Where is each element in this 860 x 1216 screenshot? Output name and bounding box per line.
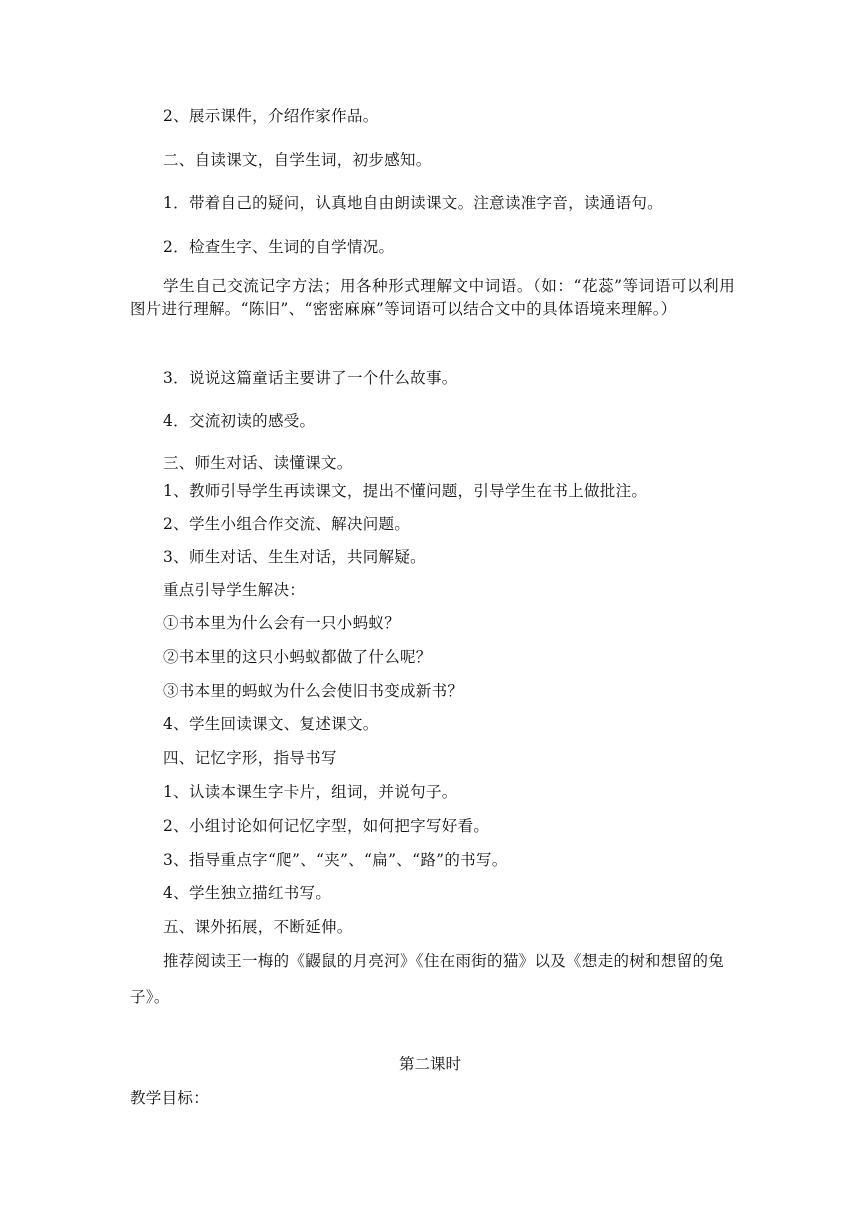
line-group-work: 2、学生小组合作交流、解决问题。 [163, 515, 411, 533]
paragraph-word-methods: 学生自己交流记字方法；用各种形式理解文中词语。（如：“花蕊”等词语可以利用图片进行理解。“陈旧”、“密密麻麻”等词语可以结合文中的具体语境来理解。） [130, 277, 735, 318]
line-word-cards: 1、认读本课生字卡片，组词，并说句子。 [163, 783, 458, 801]
line-memorize: 2、小组讨论如何记忆字型，如何把字写好看。 [163, 817, 490, 835]
line-check-words: 2．检查生字、生词的自学情况。 [163, 238, 395, 256]
question-2: ②书本里的这只小蚂蚁都做了什么呢？ [163, 648, 432, 666]
section-heading-2: 二、自读课文，自学生词，初步感知。 [163, 151, 432, 169]
line-teacher-guide: 1、教师引导学生再读课文，提出不懂问题，引导学生在书上做批注。 [163, 482, 648, 500]
section-heading-3: 三、师生对话、读懂课文。 [163, 454, 353, 472]
line-show-courseware: 2、展示课件，介绍作家作品。 [163, 107, 379, 125]
line-dialogue: 3、师生对话、生生对话，共同解疑。 [163, 548, 426, 566]
paragraph-recommended-reading: 推荐阅读王一梅的《鼹鼠的月亮河》《住在雨街的猫》以及《想走的树和想留的兔子》。 [130, 952, 725, 1006]
line-story-summary: 3．说说这篇童话主要讲了一个什么故事。 [163, 369, 458, 387]
lesson-heading: 第二课时 [398, 1055, 461, 1073]
question-3: ③书本里的蚂蚁为什么会使旧书变成新书？ [163, 682, 464, 700]
line-retell: 4、学生回读课文、复述课文。 [163, 715, 379, 733]
line-key-characters: 3、指导重点字“爬”、“夹”、“扁”、“路”的书写。 [163, 851, 508, 869]
section-heading-5: 五、课外拓展，不断延伸。 [163, 918, 353, 936]
teaching-goals-label: 教学目标： [130, 1089, 210, 1107]
line-read-aloud: 1．带着自己的疑问，认真地自由朗读课文。注意读准字音，读通语句。 [163, 194, 663, 212]
line-first-reading: 4．交流初读的感受。 [163, 412, 316, 430]
line-key-points: 重点引导学生解决： [163, 581, 306, 599]
line-tracing: 4、学生独立描红书写。 [163, 884, 332, 902]
section-heading-4: 四、记忆字形，指导书写 [163, 749, 337, 767]
question-1: ①书本里为什么会有一只小蚂蚁？ [163, 614, 401, 632]
